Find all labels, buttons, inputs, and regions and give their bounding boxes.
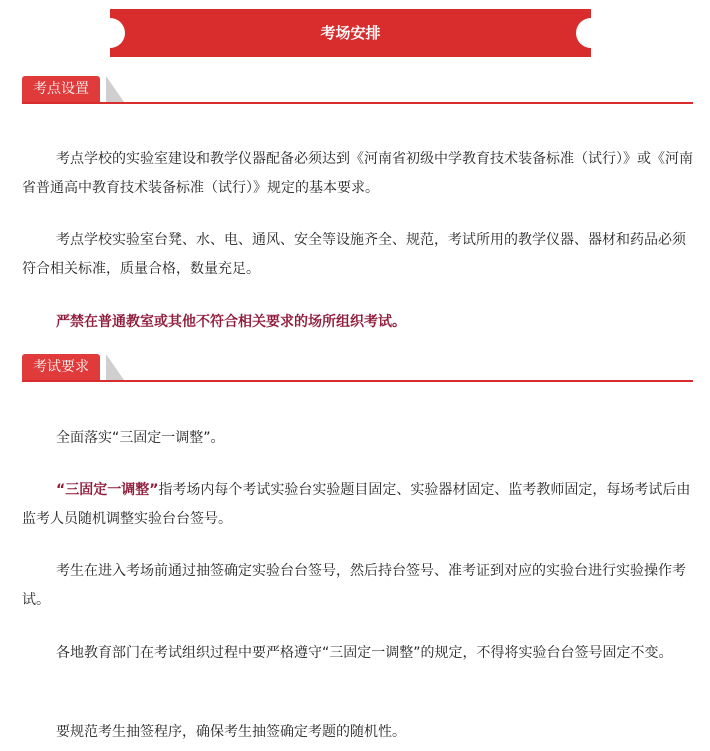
paragraph: 考点学校的实验室建设和教学仪器配备必须达到《河南省初级中学教育技术装备标准（试行）》或《河南省普通高中教育技术装备标准（试行）》规定的基本要求。 [22,151,693,196]
section-header-exam-requirements [22,352,693,382]
title-banner [110,9,591,57]
paragraph: 考点学校实验室台凳、水、电、通风、安全等设施齐全、规范，考试所用的教学仪器、器材和药品必须符合相关标准，质量合格，数量充足。 [22,232,686,277]
page-title: 考场安排 [320,24,381,42]
highlight-term: “三固定一调整” [56,482,159,498]
section-title: 考试要求 [22,354,100,380]
paragraph [22,476,693,534]
tab-corner-decoration [106,76,124,102]
section-title: 考点设置 [22,76,100,102]
section-divider [22,380,693,382]
paragraph-text: 指考场内每个考试实验台实验题目固定、实验器材固定、监考教师固定，每场考试后由监考人员随机调整实验台台签号。 [22,482,691,527]
warning-paragraph: 严禁在普通教室或其他不符合相关要求的场所组织考试。 [56,314,406,330]
paragraph: 考生在进入考场前通过抽签确定实验台台签号，然后持台签号、准考证到对应的实验台进行实验操作考试。 [22,563,686,608]
tab-corner-decoration [106,354,124,380]
section-header-exam-site [22,74,693,104]
section-divider [22,102,693,104]
paragraph: 全面落实“三固定一调整”。 [56,430,225,446]
paragraph: 各地教育部门在考试组织过程中要严格遵守“三固定一调整”的规定，不得将实验台台签号固定不变。 [56,645,673,661]
paragraph: 要规范考生抽签程序，确保考生抽签确定考题的随机性。 [56,724,406,740]
